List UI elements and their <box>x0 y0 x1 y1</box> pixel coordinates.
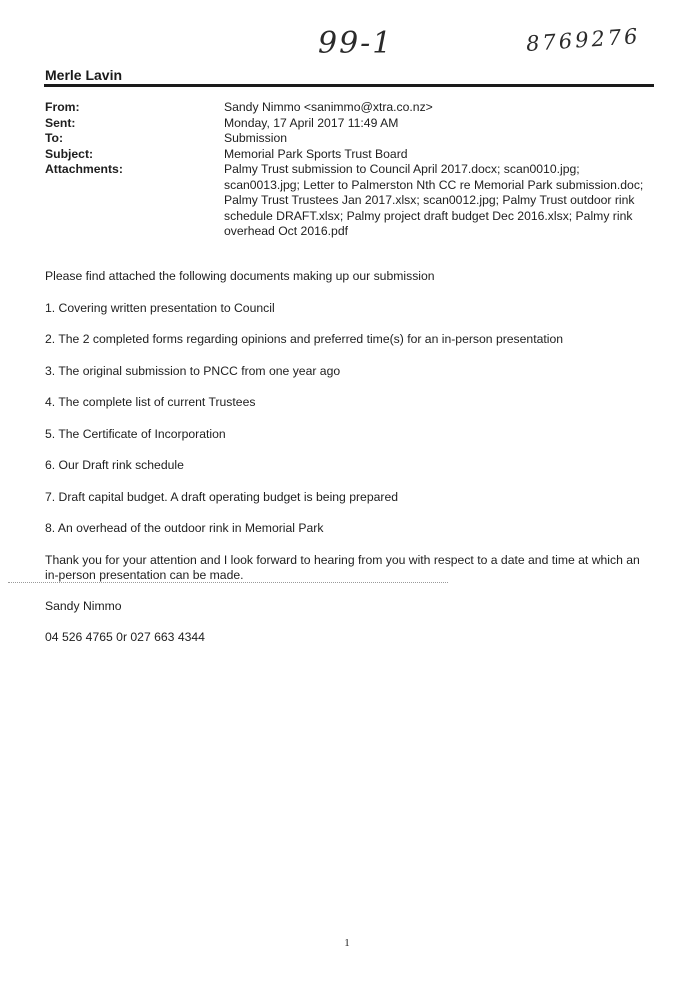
phone-numbers: 04 526 4765 0r 027 663 4344 <box>45 630 205 644</box>
page-number: 1 <box>344 937 350 949</box>
header-value-sent: Monday, 17 April 2017 11:49 AM <box>224 115 399 130</box>
header-label: To: <box>45 131 64 145</box>
list-item: 6. Our Draft rink schedule <box>45 458 184 472</box>
handwritten-reference-left: 99-1 <box>318 26 394 61</box>
header-value-from: Sandy Nimmo <sanimmo@xtra.co.nz> <box>224 100 433 114</box>
list-item: 8. An overhead of the outdoor rink in Memorial Park <box>45 521 324 535</box>
list-item: 4. The complete list of current Trustees <box>45 395 256 409</box>
signature: Sandy Nimmo <box>45 598 122 613</box>
header-row-sent <box>45 116 657 132</box>
header-divider <box>44 84 654 87</box>
header-value-attachments: Palmy Trust submission to Council April 2017.docx; scan0010.jpg; scan0013.jpg; Letter to Palmerston Nth CC re Memorial Park submission.doc; Palmy Trust Trustees Jan 2017.xlsx; scan0012.jpg; Palmy Trust outdoor rink schedule DRAFT.xlsx; Palmy project draft budget Dec 2016.xlsx; Palmy rink overhead Oct 2016.pdf <box>224 162 644 238</box>
header-row-subject <box>45 147 657 163</box>
list-item: 7. Draft capital budget. A draft operating budget is being prepared <box>45 489 399 504</box>
body-intro: Please find attached the following documents making up our submission <box>45 269 435 283</box>
header-label: Attachments: <box>45 162 123 176</box>
list-item: 1. Covering written presentation to Council <box>45 300 275 315</box>
email-headers <box>45 100 657 240</box>
body-closing: Thank you for your attention and I look forward to hearing from you with respect to a date and time at which an in-person presentation can be made. <box>45 552 640 582</box>
recipient-name: Merle Lavin <box>45 67 123 83</box>
list-item: 3. The original submission to PNCC from one year ago <box>45 363 341 378</box>
header-value-subject: Memorial Park Sports Trust Board <box>224 146 408 161</box>
list-item: 5. The Certificate of Incorporation <box>45 426 226 441</box>
header-label: Sent: <box>45 115 76 130</box>
header-row-to <box>45 131 657 147</box>
header-value-to: Submission <box>224 131 287 145</box>
handwritten-reference-right: 8769276 <box>525 24 642 56</box>
email-body <box>45 269 655 646</box>
list-item: 2. The 2 completed forms regarding opinions and preferred time(s) for an in-person presentation <box>45 332 564 346</box>
header-label: Subject: <box>45 146 94 161</box>
header-row-from <box>45 100 657 116</box>
scan-artifact-line <box>8 582 448 583</box>
header-row-attachments <box>45 162 657 240</box>
header-label: From: <box>45 100 80 114</box>
